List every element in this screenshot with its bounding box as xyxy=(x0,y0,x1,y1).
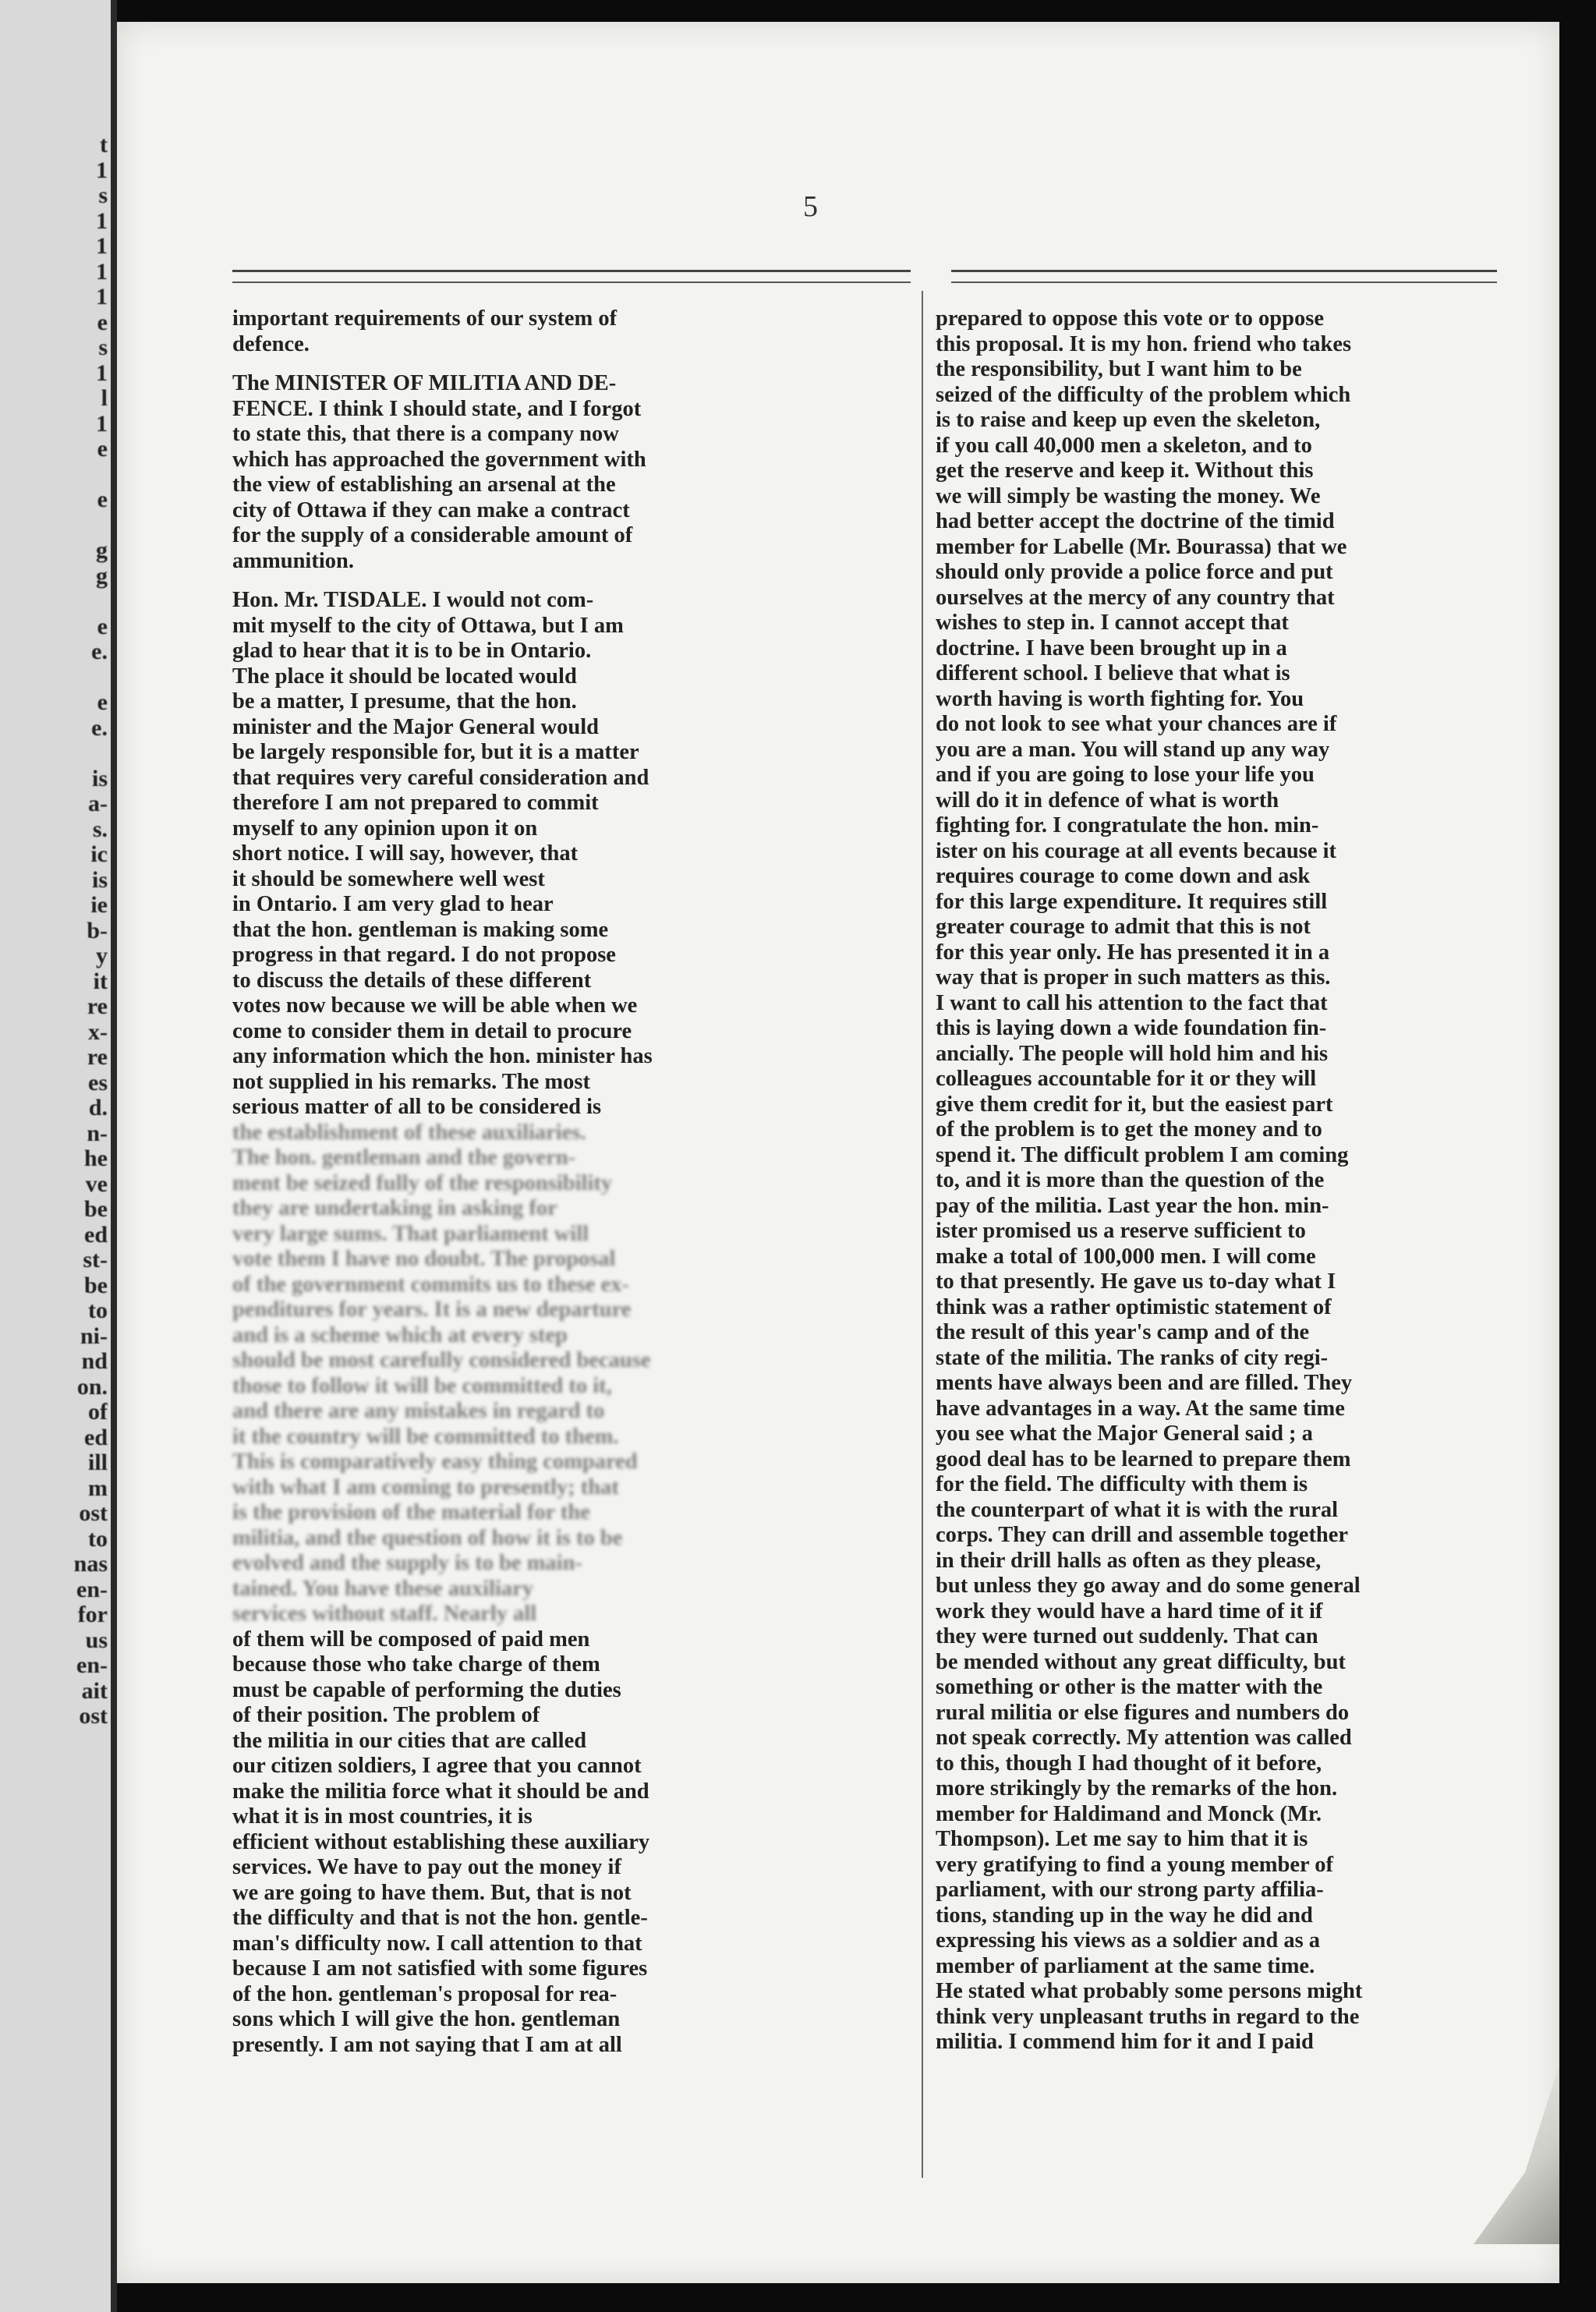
text-line: which has approached the government with xyxy=(232,447,646,472)
text-line: be a matter, I presume, that the hon. xyxy=(232,689,577,713)
edge-fragment: ost xyxy=(79,1501,108,1526)
text-line: very large sums. That parliament will xyxy=(232,1221,589,1246)
text-line: parliament, with our strong party affilia- xyxy=(936,1878,1324,1902)
text-line: any information which the hon. minister has xyxy=(232,1044,653,1068)
edge-fragment: nd xyxy=(81,1349,108,1374)
text-line: not supplied in his remarks. The most xyxy=(232,1069,591,1094)
edge-fragment: is xyxy=(91,867,108,893)
text-line: colleagues accountable for it or they will xyxy=(936,1067,1317,1091)
text-line: of them will be composed of paid men xyxy=(232,1627,590,1652)
text-line: services. We have to pay out the money if xyxy=(232,1855,621,1879)
text-line: ister promised us a reserve sufficient to xyxy=(936,1219,1306,1243)
text-line: should be most carefully considered because xyxy=(232,1348,651,1372)
text-line: of their position. The problem of xyxy=(232,1703,540,1727)
text-line: to state this, that there is a company now xyxy=(232,422,619,446)
edge-fragment: nas xyxy=(73,1552,108,1577)
edge-fragment xyxy=(6,589,108,614)
edge-fragment: to xyxy=(88,1298,108,1323)
text-line: make the militia force what it should be and xyxy=(232,1779,649,1804)
edge-fragment: re xyxy=(87,1045,108,1070)
edge-fragment: es xyxy=(88,1070,108,1096)
text-line: minister and the Major General would xyxy=(232,714,599,739)
edge-fragment: ed xyxy=(84,1425,108,1450)
text-line: myself to any opinion upon it on xyxy=(232,816,538,841)
edge-fragment: be xyxy=(84,1273,108,1298)
text-line: you are a man. You will stand up any way xyxy=(936,737,1330,762)
text-line: member for Labelle (Mr. Bourassa) that we xyxy=(936,534,1347,559)
edge-fragment: us xyxy=(85,1627,108,1653)
text-line: worth having is worth fighting for. You xyxy=(936,686,1304,711)
edge-fragment: g xyxy=(96,563,108,589)
text-line: we will simply be wasting the money. We xyxy=(936,483,1321,508)
edge-fragment: 1 xyxy=(96,360,108,386)
text-line: to that presently. He gave us to-day what I xyxy=(936,1269,1336,1294)
text-line: have advantages in a way. At the same time xyxy=(936,1396,1345,1421)
page-corner-fold xyxy=(1474,2065,1559,2244)
edge-fragment: ill xyxy=(87,1450,108,1475)
paragraph-gap xyxy=(232,574,909,588)
text-line: ancially. The people will hold him and his xyxy=(936,1041,1329,1066)
text-line: make a total of 100,000 men. I will come xyxy=(936,1244,1316,1269)
text-line: and if you are going to lose your life you xyxy=(936,763,1315,787)
text-line: is the provision of the material for the xyxy=(232,1500,590,1524)
text-line: requires courage to come down and ask xyxy=(936,864,1311,888)
text-line: it the country will be committed to them. xyxy=(232,1424,619,1449)
text-line: ammunition. xyxy=(232,548,354,573)
text-line: that requires very careful consideration and xyxy=(232,765,649,790)
edge-fragment: s xyxy=(98,335,108,360)
edge-fragment: ie xyxy=(90,893,108,918)
text-line: if you call 40,000 men a skeleton, and to xyxy=(936,433,1312,458)
text-line: and is a scheme which at every step xyxy=(232,1322,568,1347)
text-line: for this year only. He has presented it in a xyxy=(936,940,1330,965)
text-line: and there are any mistakes in regard to xyxy=(232,1399,605,1423)
text-line: efficient without establishing these auxiliary xyxy=(232,1829,650,1854)
text-line: because those who take charge of them xyxy=(232,1652,600,1676)
text-line: progress in that regard. I do not propose xyxy=(232,943,616,967)
edge-fragment: he xyxy=(84,1146,108,1171)
text-line: glad to hear that it is to be in Ontario. xyxy=(232,639,592,663)
text-line: presently. I am not saying that I am at all xyxy=(232,2032,622,2057)
edge-fragment: en- xyxy=(76,1653,108,1678)
previous-page-edge xyxy=(0,0,117,2312)
text-line: vote them I have no doubt. The proposal xyxy=(232,1247,616,1271)
text-line: of the government commits us to these ex- xyxy=(232,1272,629,1297)
text-line: doctrine. I have been brought up in a xyxy=(936,636,1287,660)
text-line: that the hon. gentleman is making some xyxy=(232,917,609,942)
text-line: to this, though I had thought of it before, xyxy=(936,1751,1322,1776)
text-line: evolved and the supply is to be main- xyxy=(232,1551,582,1575)
text-line: Thompson). Let me say to him that it is xyxy=(936,1827,1308,1851)
edge-fragment: ait xyxy=(81,1678,108,1704)
text-line: ourselves at the mercy of any country that xyxy=(936,585,1335,610)
text-line: should only provide a police force and put xyxy=(936,560,1333,584)
text-line: fighting for. I congratulate the hon. min- xyxy=(936,813,1319,837)
text-line: think very unpleasant truths in regard to the xyxy=(936,2004,1360,2029)
text-line: very gratifying to find a young member of xyxy=(936,1852,1334,1877)
edge-fragment: t xyxy=(100,133,108,158)
edge-fragment xyxy=(6,462,108,488)
text-line: pay of the militia. Last year the hon. min- xyxy=(936,1193,1329,1218)
text-line: will do it in defence of what is worth xyxy=(936,788,1279,813)
text-line: must be capable of performing the duties xyxy=(232,1677,621,1702)
text-line: seized of the difficulty of the problem which xyxy=(936,382,1351,407)
text-line: this is laying down a wide foundation fin- xyxy=(936,1016,1327,1040)
text-line: The MINISTER OF MILITIA AND DE- xyxy=(232,371,617,395)
edge-fragment: l xyxy=(101,386,108,411)
edge-fragment: 1 xyxy=(96,285,108,310)
edge-fragment: is xyxy=(91,766,108,791)
edge-fragment xyxy=(6,741,108,767)
text-line: different school. I believe that what is xyxy=(936,661,1290,685)
edge-fragment: ni- xyxy=(80,1323,108,1349)
edge-fragment: on. xyxy=(76,1374,108,1400)
edge-fragment: d. xyxy=(88,1096,108,1121)
text-line: we are going to have them. But, that is not xyxy=(232,1880,632,1905)
text-line: for this large expenditure. It requires still xyxy=(936,889,1328,914)
text-line: votes now because we will be able when we xyxy=(232,993,638,1018)
text-line: the responsibility, but I want him to be xyxy=(936,357,1302,381)
text-line: for the field. The difficulty with them is xyxy=(936,1472,1308,1496)
text-line: in their drill halls as often as they please, xyxy=(936,1548,1322,1573)
previous-page-text-fragments xyxy=(6,133,108,1730)
text-line: member of parliament at the same time. xyxy=(936,1953,1315,1978)
text-line: therefore I am not prepared to commit xyxy=(232,791,599,815)
edge-fragment: ed xyxy=(84,1222,108,1248)
text-line: our citizen soldiers, I agree that you cannot xyxy=(232,1754,642,1778)
edge-fragment: st- xyxy=(83,1248,108,1273)
edge-fragment: y xyxy=(96,944,108,968)
text-line: services without staff. Nearly all xyxy=(232,1602,537,1626)
edge-fragment: 1 xyxy=(96,259,108,285)
text-line: spend it. The difficult problem I am coming xyxy=(936,1142,1349,1167)
edge-fragment: 1 xyxy=(96,234,108,259)
text-line: the counterpart of what it is with the rural xyxy=(936,1497,1339,1522)
text-line: they are undertaking in asking for xyxy=(232,1196,557,1220)
edge-fragment: n- xyxy=(87,1121,108,1146)
edge-fragment: e. xyxy=(91,715,108,741)
text-line: be mended without any great difficulty, but xyxy=(936,1649,1346,1674)
text-line: FENCE. I think I should state, and I forgot xyxy=(232,396,642,421)
text-line: mit myself to the city of Ottawa, but I am xyxy=(232,613,624,638)
text-line: ment be seized fully of the responsibility xyxy=(232,1170,613,1195)
edge-fragment: s. xyxy=(92,816,108,842)
text-line: the view of establishing an arsenal at the xyxy=(232,473,616,497)
edge-fragment xyxy=(6,513,108,539)
column-divider xyxy=(922,291,923,2178)
edge-fragment: x- xyxy=(88,1019,108,1045)
text-line: important requirements of our system of xyxy=(232,306,618,331)
text-line: get the reserve and keep it. Without this xyxy=(936,459,1314,483)
text-line: prepared to oppose this vote or to oppose xyxy=(936,306,1324,331)
text-line: way that is proper in such matters as this. xyxy=(936,965,1331,990)
text-line: city of Ottawa if they can make a contract xyxy=(232,497,630,522)
text-line: they were turned out suddenly. That can xyxy=(936,1624,1318,1648)
text-line: This is comparatively easy thing compared xyxy=(232,1450,638,1474)
page-number: 5 xyxy=(803,190,818,223)
text-line: but unless they go away and do some general xyxy=(936,1574,1361,1598)
text-line: those to follow it will be committed to it, xyxy=(232,1373,612,1398)
text-line: more strikingly by the remarks of the hon. xyxy=(936,1776,1338,1800)
text-line: not speak correctly. My attention was called xyxy=(936,1726,1352,1750)
text-line: is to raise and keep up even the skeleton, xyxy=(936,408,1321,432)
text-line: ments have always been and are filled. They xyxy=(936,1371,1353,1395)
edge-fragment: ic xyxy=(90,842,108,867)
edge-fragment: be xyxy=(84,1197,108,1222)
text-line: The place it should be located would xyxy=(232,664,577,689)
edge-fragment: e xyxy=(97,487,108,512)
edge-fragment: e xyxy=(97,614,108,639)
left-text-column xyxy=(232,306,909,2058)
text-line: wishes to step in. I cannot accept that xyxy=(936,611,1289,635)
text-line: the difficulty and that is not the hon. gentle- xyxy=(232,1906,648,1930)
edge-fragment: s xyxy=(98,183,108,208)
text-line: He stated what probably some persons might xyxy=(936,1979,1363,2003)
text-line: The hon. gentleman and the govern- xyxy=(232,1145,576,1170)
text-line: this proposal. It is my hon. friend who takes xyxy=(936,331,1352,356)
text-line: the result of this year's camp and of the xyxy=(936,1320,1310,1344)
header-rule-right xyxy=(951,270,1497,283)
text-line: penditures for years. It is a new departure xyxy=(232,1298,632,1322)
text-line: I want to call his attention to the fact that xyxy=(936,990,1328,1015)
text-line: tained. You have these auxiliary xyxy=(232,1576,534,1601)
edge-fragment: e xyxy=(97,437,108,462)
edge-fragment: ve xyxy=(85,1171,108,1197)
text-line: rural militia or else figures and numbers do xyxy=(936,1700,1350,1725)
text-line: of the hon. gentleman's proposal for rea- xyxy=(232,1981,618,2006)
text-line: had better accept the doctrine of the timid xyxy=(936,509,1335,533)
text-line: defence. xyxy=(232,331,310,356)
text-line: militia, and the question of how it is to be xyxy=(232,1525,623,1550)
text-line: man's difficulty now. I call attention to that xyxy=(232,1931,642,1956)
text-line: because I am not satisfied with some figures xyxy=(232,1956,648,1981)
book-gutter xyxy=(111,0,117,2312)
text-line: serious matter of all to be considered is xyxy=(232,1095,602,1119)
text-line: do not look to see what your chances are if xyxy=(936,712,1337,736)
edge-fragment: e. xyxy=(91,639,108,664)
text-line: state of the militia. The ranks of city regi- xyxy=(936,1345,1329,1370)
text-line: for the supply of a considerable amount of xyxy=(232,523,633,547)
text-line: give them credit for it, but the easiest part xyxy=(936,1092,1333,1117)
text-line: think was a rather optimistic statement of xyxy=(936,1294,1332,1319)
text-line: greater courage to admit that this is not xyxy=(936,915,1311,939)
edge-fragment: g xyxy=(96,538,108,563)
text-line: expressing his views as a soldier and as a xyxy=(936,1928,1321,1953)
text-line: sons which I will give the hon. gentleman xyxy=(232,2007,621,2031)
text-line: to, and it is more than the question of the xyxy=(936,1168,1325,1192)
text-line: with what I am coming to presently; that xyxy=(232,1475,619,1499)
header-rule-left xyxy=(232,270,911,283)
edge-fragment: it xyxy=(93,968,108,994)
edge-fragment: 1 xyxy=(96,411,108,437)
paragraph-gap xyxy=(232,357,909,371)
edge-fragment: en- xyxy=(76,1577,108,1602)
text-line: short notice. I will say, however, that xyxy=(232,841,579,866)
text-line: corps. They can drill and assemble together xyxy=(936,1523,1349,1547)
edge-fragment: a- xyxy=(88,791,108,816)
text-line: militia. I commend him for it and I paid xyxy=(936,2030,1314,2054)
edge-fragment: 1 xyxy=(96,158,108,183)
text-line: member for Haldimand and Monck (Mr. xyxy=(936,1801,1322,1826)
text-line: you see what the Major General said ; a xyxy=(936,1422,1313,1446)
text-line: something or other is the matter with the xyxy=(936,1675,1323,1699)
edge-fragment: m xyxy=(88,1475,108,1501)
text-line: the establishment of these auxiliaries. xyxy=(232,1120,586,1145)
edge-fragment xyxy=(6,665,108,691)
text-line: in Ontario. I am very glad to hear xyxy=(232,892,554,916)
edge-fragment: re xyxy=(87,994,108,1019)
text-line: what it is in most countries, it is xyxy=(232,1804,533,1829)
text-line: it should be somewhere well west xyxy=(232,866,545,891)
text-line: to discuss the details of these different xyxy=(232,968,592,993)
text-line: Hon. Mr. TISDALE. I would not com- xyxy=(232,588,594,612)
text-line: be largely responsible for, but it is a matter xyxy=(232,740,639,764)
text-line: good deal has to be learned to prepare them xyxy=(936,1446,1351,1471)
edge-fragment: of xyxy=(88,1400,108,1425)
text-line: ister on his courage at all events because it xyxy=(936,838,1337,863)
text-line: tions, standing up in the way he did and xyxy=(936,1903,1313,1928)
text-line: of the problem is to get the money and to xyxy=(936,1117,1322,1142)
text-line: work they would have a hard time of it if xyxy=(936,1599,1323,1623)
edge-fragment: to xyxy=(88,1526,108,1552)
edge-fragment: e xyxy=(97,310,108,335)
edge-fragment: e xyxy=(97,690,108,715)
right-text-column xyxy=(936,306,1503,2055)
text-line: the militia in our cities that are called xyxy=(232,1728,587,1753)
edge-fragment: 1 xyxy=(96,208,108,234)
edge-fragment: ost xyxy=(79,1704,108,1729)
edge-fragment: for xyxy=(77,1602,108,1627)
edge-fragment: b- xyxy=(87,918,108,944)
text-line: come to consider them in detail to procure xyxy=(232,1018,632,1043)
document-page xyxy=(117,22,1559,2283)
